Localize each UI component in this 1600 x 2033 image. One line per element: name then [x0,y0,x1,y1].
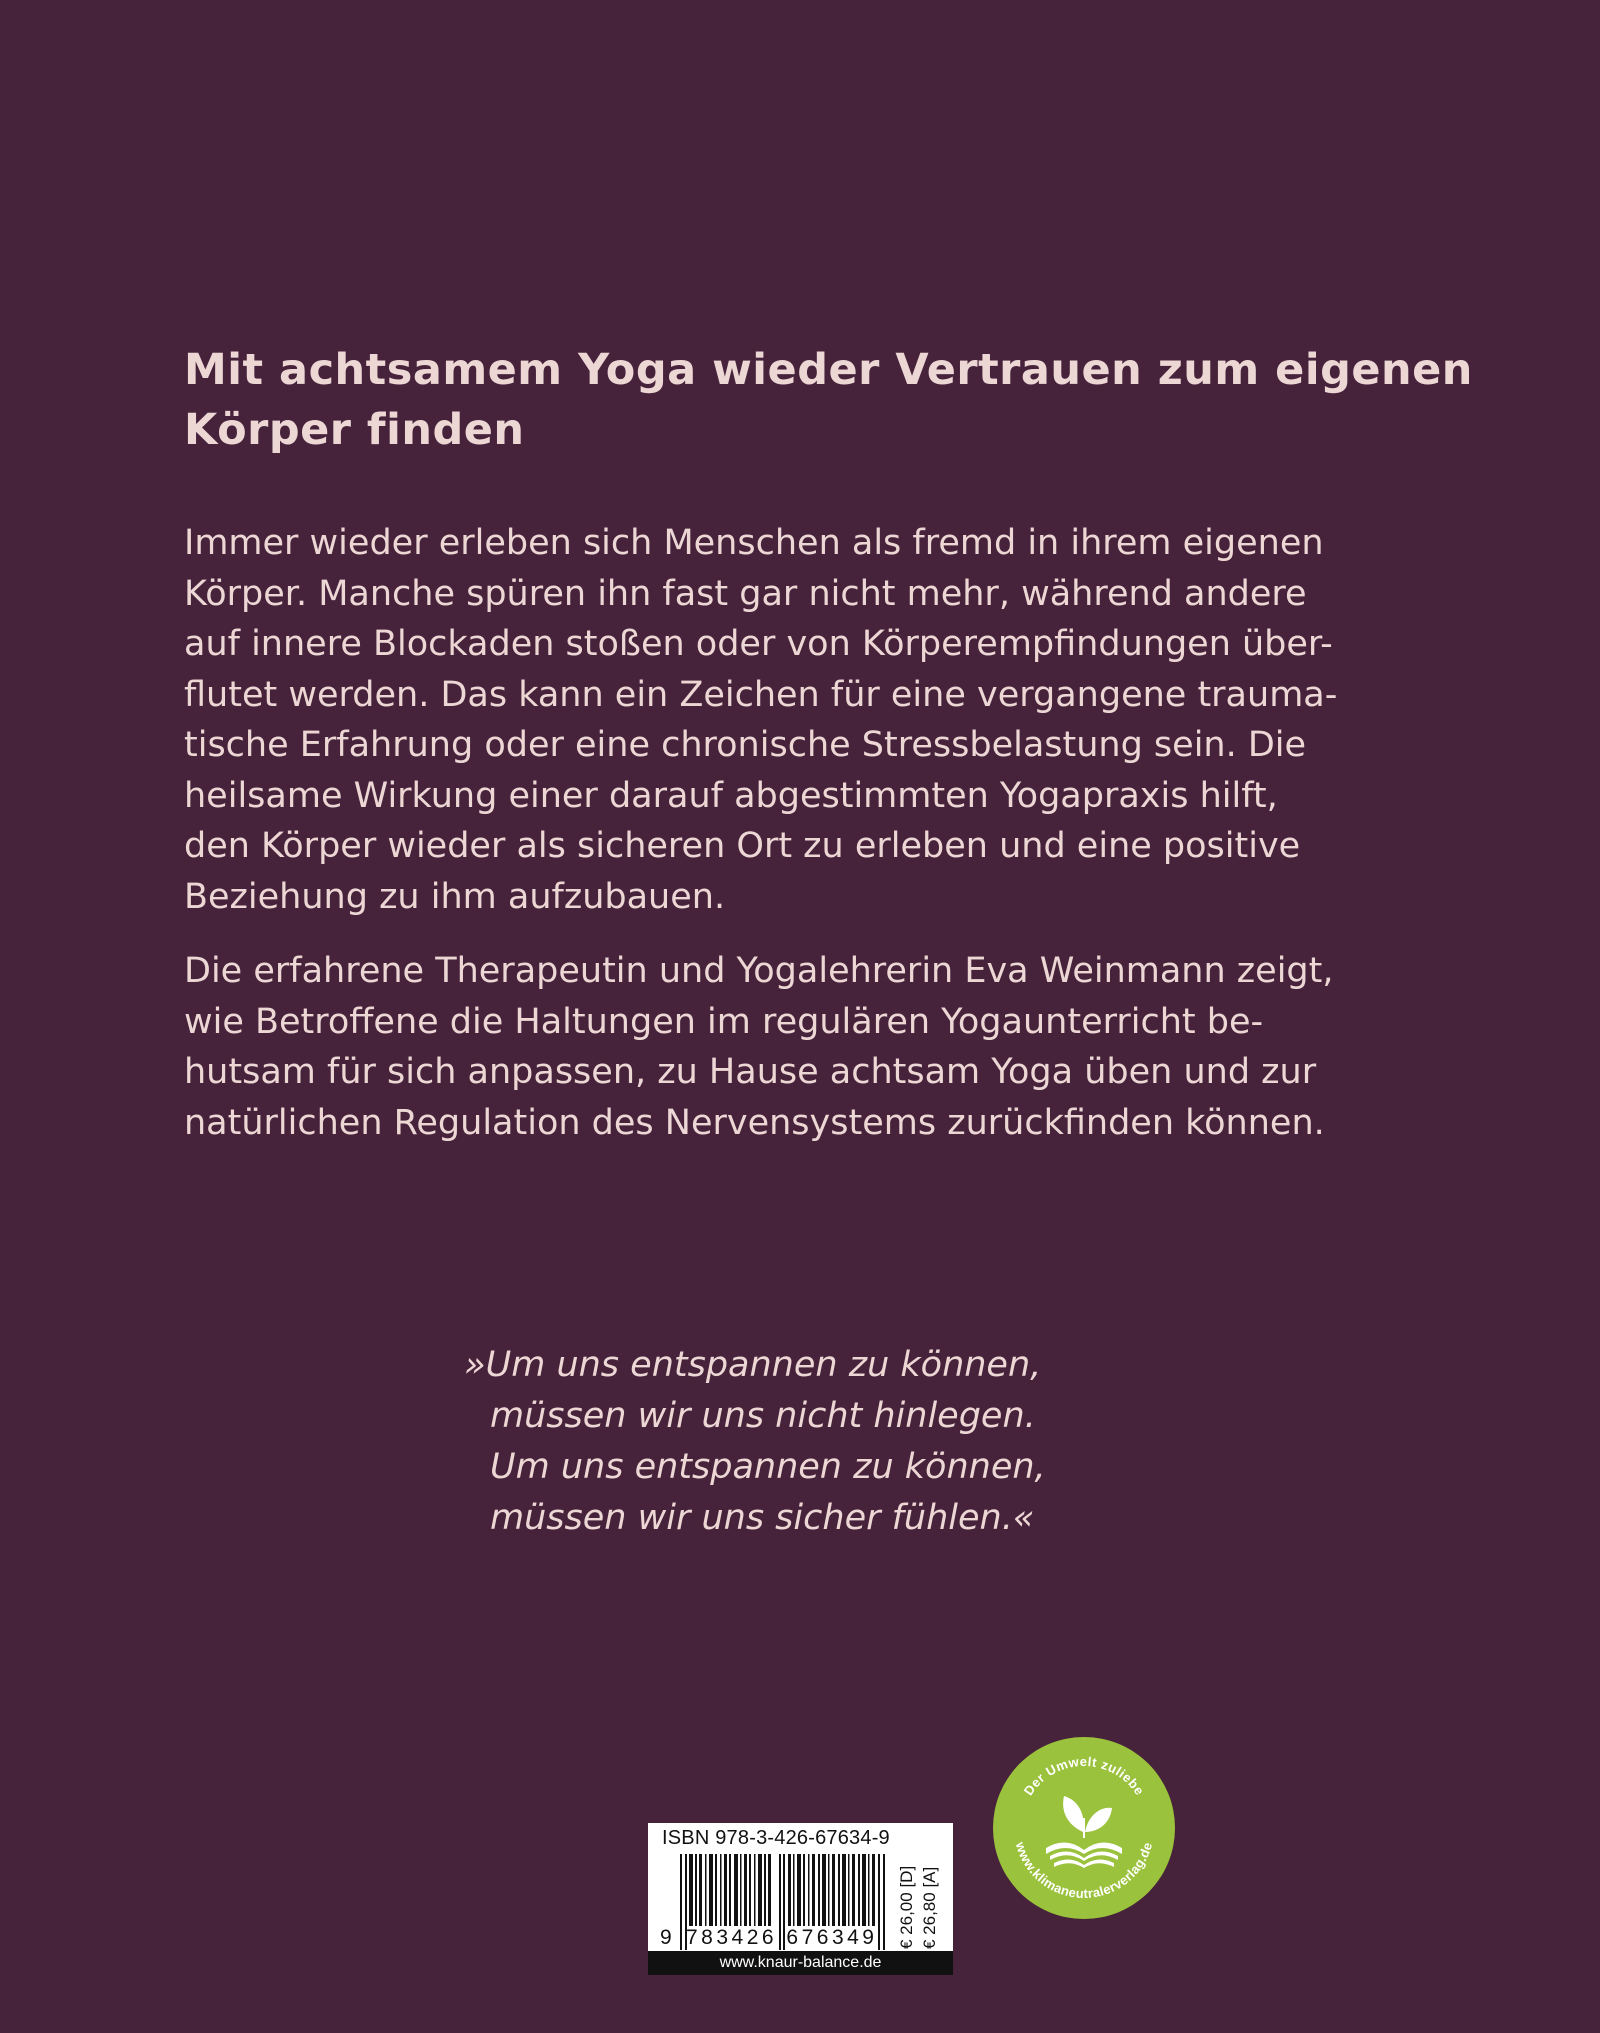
text-line: natürlichen Regulation des Nervensystems zurückfinden können. [184,1102,1325,1143]
text-line: auf innere Blockaden stoßen oder von Körperempfindungen über- [184,624,1333,664]
description-paragraph-1 [184,518,1454,922]
text-line: Körper. Manche spüren ihn fast gar nicht mehr, während andere [184,573,1307,614]
badge-bottom-text: www.klimaneutralerverlag.de [1012,1840,1156,1902]
quote-line: müssen wir uns nicht hinlegen. [490,1396,1036,1436]
description-paragraph-2 [184,946,1454,1148]
eco-badge [992,1736,1176,1920]
text-line: den Körper wieder als sicheren Ort zu erleben und eine positive [184,826,1301,866]
headline-line-2: Körper finden [184,405,525,455]
text-line: hutsam für sich anpassen, zu Hause achtsam Yoga üben und zur [184,1052,1317,1092]
headline [184,340,1473,460]
barcode-first-digit: 9 [660,1926,672,1949]
quote-line: müssen wir uns sicher fühlen.« [490,1498,1035,1538]
text-line: Immer wieder erleben sich Menschen als fremd in ihrem eigenen [184,523,1324,563]
price-austria: € 26,80 [A] [920,1866,939,1949]
text-line: Die erfahrene Therapeutin und Yogalehrerin Eva Weinmann zeigt, [184,951,1334,991]
quote-line: »Um uns entspannen zu können, [464,1345,1042,1385]
badge-top-text: Der Umwelt zuliebe [1020,1753,1148,1799]
text-line: flutet werden. Das kann ein Zeichen für eine vergangene trauma- [184,674,1338,715]
headline-line-1: Mit achtsamem Yoga wieder Vertrauen zum eigenen [184,345,1473,395]
isbn-number: ISBN 978-3-426-67634-9 [662,1827,890,1849]
publisher-url: www.knaur-balance.de [648,1951,953,1975]
text-line: tische Erfahrung oder eine chronische Stressbelastung sein. Die [184,725,1307,765]
quote-line: Um uns entspannen zu können, [490,1447,1046,1487]
pull-quote [464,1340,1164,1544]
text-line: Beziehung zu ihm aufzubauen. [184,876,726,917]
isbn-barcode [648,1823,953,1975]
barcode-digits: 783426 676349 [686,1926,878,1949]
price-germany: € 26,00 [D] [897,1865,916,1949]
price-block [894,1851,954,1951]
text-line: heilsame Wirkung einer darauf abgestimmten Yogapraxis hilft, [184,775,1278,816]
text-line: wie Betroffene die Haltungen im regulären Yogaunterricht be- [184,1001,1264,1042]
